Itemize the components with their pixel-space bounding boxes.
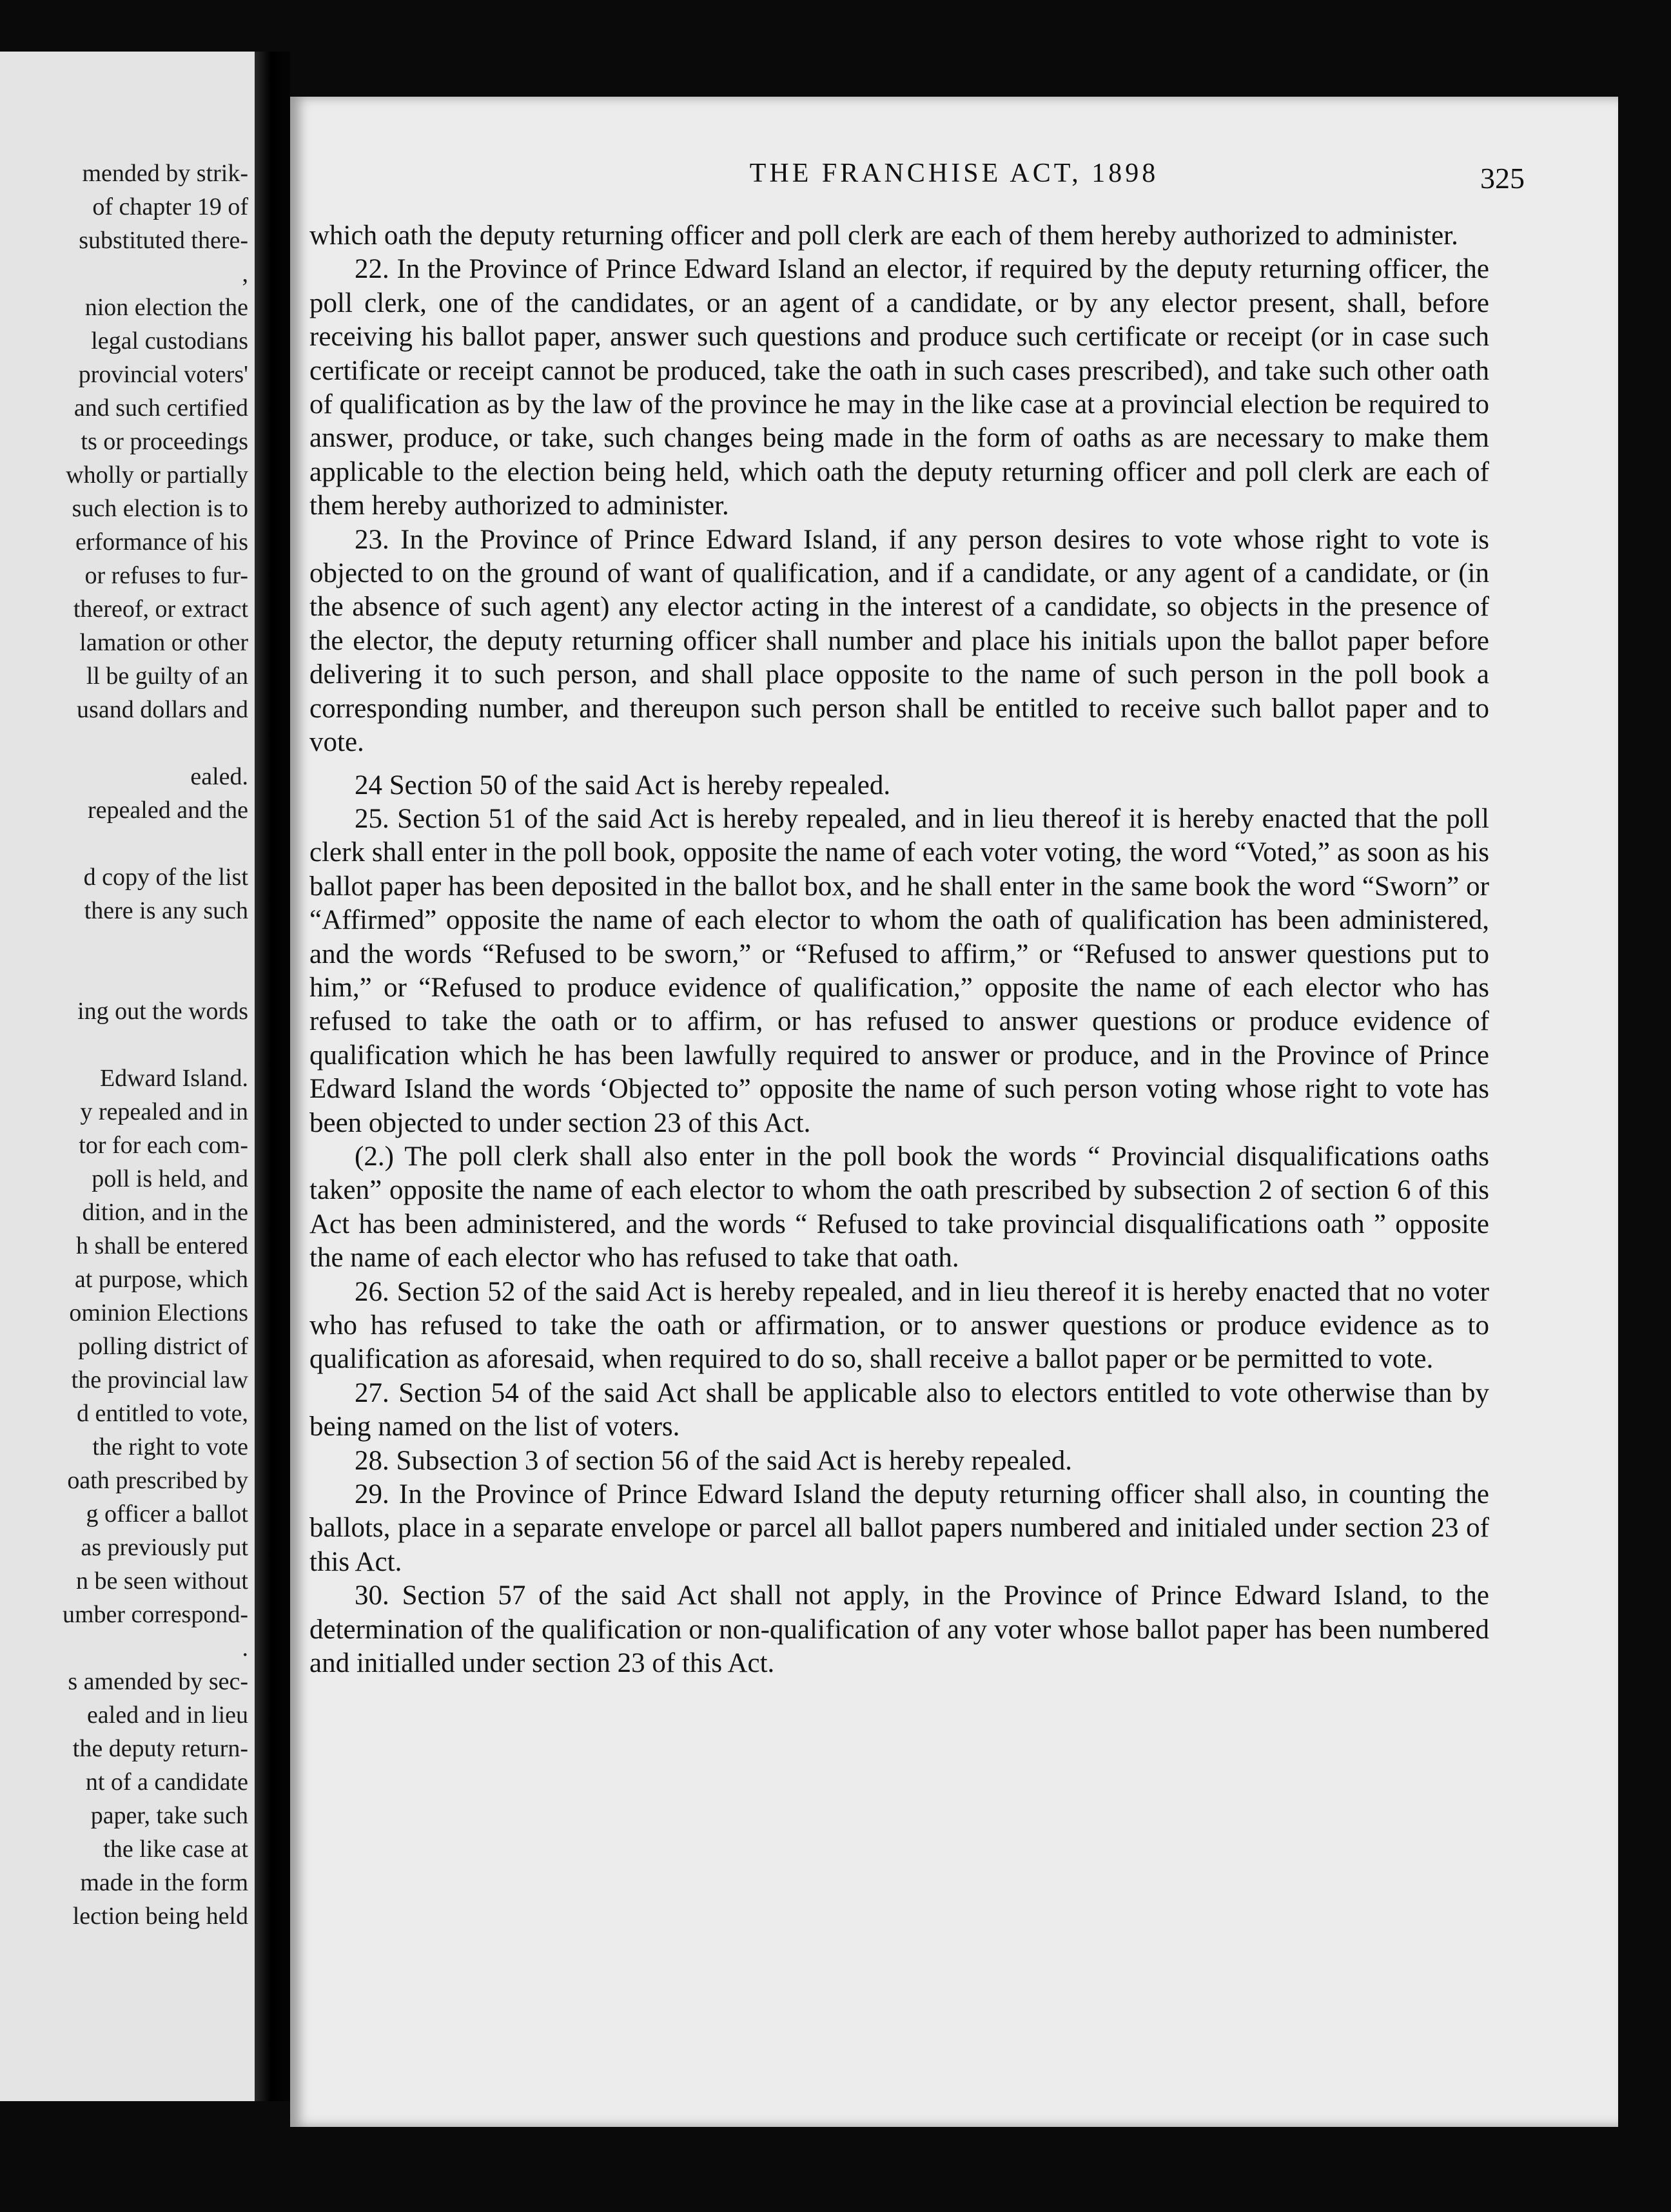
- left-fragment-line: the right to vote: [92, 1433, 248, 1460]
- page-number: 325: [1480, 162, 1525, 195]
- left-fragment-line: ealed.: [190, 763, 248, 790]
- left-fragment-line: ts or proceedings: [81, 428, 248, 455]
- paragraph-section-26: 26. Section 52 of the said Act is hereby repealed, and in lieu thereof it is hereby enacted that no voter who has refused to take the oath or affirmation, or to answer questions or produce evidence as to qualification as aforesaid, when required to do so, shall receive a ballot paper or be permitted to vote.: [309, 1276, 1489, 1375]
- left-fragment-line: as previously put: [81, 1534, 248, 1561]
- left-fragment-line: mended by strik-: [82, 160, 248, 187]
- paragraph-section-29: 29. In the Province of Prince Edward Island the deputy returning officer shall also, in counting the ballots, place in a separate envelope or parcel all ballot papers numbered and initialed under section 23 of this Act.: [309, 1479, 1489, 1577]
- left-fragment-line: n be seen without: [75, 1567, 248, 1595]
- running-head: THE FRANCHISE ACT, 1898: [749, 159, 1159, 188]
- left-fragment-line: d entitled to vote,: [77, 1400, 248, 1427]
- left-fragment-line: ll be guilty of an: [86, 663, 248, 690]
- left-fragment-line: y repealed and in: [80, 1098, 248, 1125]
- paragraph-section-30: 30. Section 57 of the said Act shall not apply, in the Province of Prince Edward Island, to the determination of the qualification or non-qualification of any voter whose ballot paper has been numbered and initialled under section 23 of this Act.: [309, 1580, 1489, 1679]
- left-fragment-line: ealed and in lieu: [86, 1702, 248, 1729]
- left-fragment-line: ominion Elections: [69, 1299, 248, 1326]
- left-fragment-line: lamation or other: [79, 629, 248, 656]
- left-fragment-line: of chapter 19 of: [92, 193, 248, 220]
- left-fragment-line: ,: [242, 260, 248, 287]
- left-fragment-line: made in the form: [80, 1869, 248, 1896]
- left-fragment-line: umber correspond-: [62, 1601, 248, 1628]
- left-fragment-line: and such certified: [73, 394, 248, 422]
- left-fragment-line: dition, and in the: [82, 1199, 248, 1226]
- left-fragment-line: the like case at: [103, 1836, 248, 1863]
- left-fragment-line: nion election the: [84, 294, 248, 321]
- paragraph-section-28: 28. Subsection 3 of section 56 of the said Act is hereby repealed.: [355, 1445, 1072, 1476]
- left-fragment-line: g officer a ballot: [86, 1500, 248, 1528]
- left-fragment-line: wholly or partially: [66, 461, 248, 489]
- left-fragment-line: s amended by sec-: [68, 1668, 248, 1695]
- left-fragment-line: erformance of his: [75, 529, 248, 556]
- left-fragment-line: tor for each com-: [79, 1132, 248, 1159]
- left-fragment-line: Edward Island.: [99, 1065, 248, 1092]
- left-fragment-line: polling district of: [78, 1333, 248, 1360]
- left-page-fragment: [0, 52, 255, 2101]
- right-page: [290, 97, 1618, 2127]
- left-fragment-line: such election is to: [72, 495, 248, 522]
- paragraph-section-22: 22. In the Province of Prince Edward Island an elector, if required by the deputy returning officer, the poll clerk, one of the candidates, or an agent of a candidate, or by any elector present, shall, before receiving his ballot paper, answer such questions and produce such certificate or receipt (or in case such certificate or receipt cannot be produced, take the oath in such cases prescribed), and take such other oath of qualification as by the law of the province he may in the like case at a provincial election be required to answer, produce, or take, such changes being made in the form of oaths as are necessary to make them applicable to the election being held, which oath the deputy returning officer and poll clerk are each of them hereby authorized to administer.: [309, 254, 1489, 521]
- left-fragment-line: there is any such: [84, 897, 248, 924]
- left-fragment-line: oath prescribed by: [67, 1467, 248, 1494]
- paragraph-section-25-2: (2.) The poll clerk shall also enter in the poll book the words “ Provincial disqualifications oaths taken” opposite the name of each elector to whom the oath prescribed by subsection 2 of section 6 of this Act has been administered, and the words “ Refused to take provincial disqualifications oath ” opposite the name of each elector who has refused to take that oath.: [309, 1141, 1489, 1274]
- paragraph-section-24: 24 Section 50 of the said Act is hereby repealed.: [355, 770, 891, 800]
- left-fragment-line: d copy of the list: [83, 864, 248, 891]
- left-fragment-line: poll is held, and: [92, 1165, 248, 1192]
- left-fragment-line: provincial voters': [78, 361, 248, 388]
- left-fragment-line: repealed and the: [88, 797, 248, 824]
- left-fragment-line: legal custodians: [91, 327, 248, 354]
- paragraph-section-25: 25. Section 51 of the said Act is hereby repealed, and in lieu thereof it is hereby enacted that the poll clerk shall enter in the poll book, opposite the name of each voter voting, the word “Voted,” as soon as his ballot paper has been deposited in the ballot box, and he shall enter in the same book the word “Sworn” or “Affirmed” opposite the name of each elector to whom the oath of qualification has been administered, and the words “Refused to be sworn,” or “Refused to affirm,” or “Refused to answer questions put to him,” or “Refused to produce evidence of qualification,” opposite the name of each elector who has refused to take the oath or to affirm, or has refused to answer questions or produce evidence of qualification which he has been lawfully required to answer or produce, and in the Province of Prince Edward Island the words ‘Objected to” opposite the name of such person voting whose right to vote has been objected to under section 23 of this Act.: [309, 803, 1489, 1138]
- paragraph-continuation: which oath the deputy returning officer and poll clerk are each of them hereby authorized to administer.: [309, 220, 1458, 251]
- left-fragment-line: or refuses to fur-: [84, 562, 248, 589]
- left-fragment-line: nt of a candidate: [85, 1769, 248, 1796]
- left-fragment-line: h shall be entered: [76, 1232, 248, 1259]
- left-fragment-line: .: [242, 1635, 248, 1662]
- left-fragment-line: usand dollars and: [77, 696, 248, 723]
- body-text: [309, 219, 1489, 1680]
- left-fragment-line: paper, take such: [90, 1802, 248, 1829]
- paragraph-section-27: 27. Section 54 of the said Act shall be applicable also to electors entitled to vote otherwise than by being named on the list of voters.: [309, 1377, 1489, 1442]
- left-fragment-line: at purpose, which: [74, 1266, 248, 1293]
- left-fragment-line: ing out the words: [77, 998, 248, 1025]
- left-fragment-line: the deputy return-: [72, 1735, 248, 1762]
- left-fragment-line: the provincial law: [71, 1366, 248, 1393]
- left-fragment-line: substituted there-: [79, 227, 248, 254]
- left-fragment-line: lection being held: [72, 1903, 248, 1930]
- left-fragment-line: thereof, or extract: [73, 596, 248, 623]
- book-gutter: [255, 52, 290, 2101]
- paragraph-section-23: 23. In the Province of Prince Edward Island, if any person desires to vote whose right to vote is objected to on the ground of want of qualification, and if a candidate, or any agent of a candidate, or (in the absence of such agent) any elector acting in the interest of a candidate, so objects in the presence of the elector, the deputy returning officer shall number and place his initials upon the ballot paper before delivering it to such person, and shall place opposite to the name of such person in the poll book a corresponding number, and thereupon such person shall be entitled to receive such ballot paper and to vote.: [309, 524, 1489, 758]
